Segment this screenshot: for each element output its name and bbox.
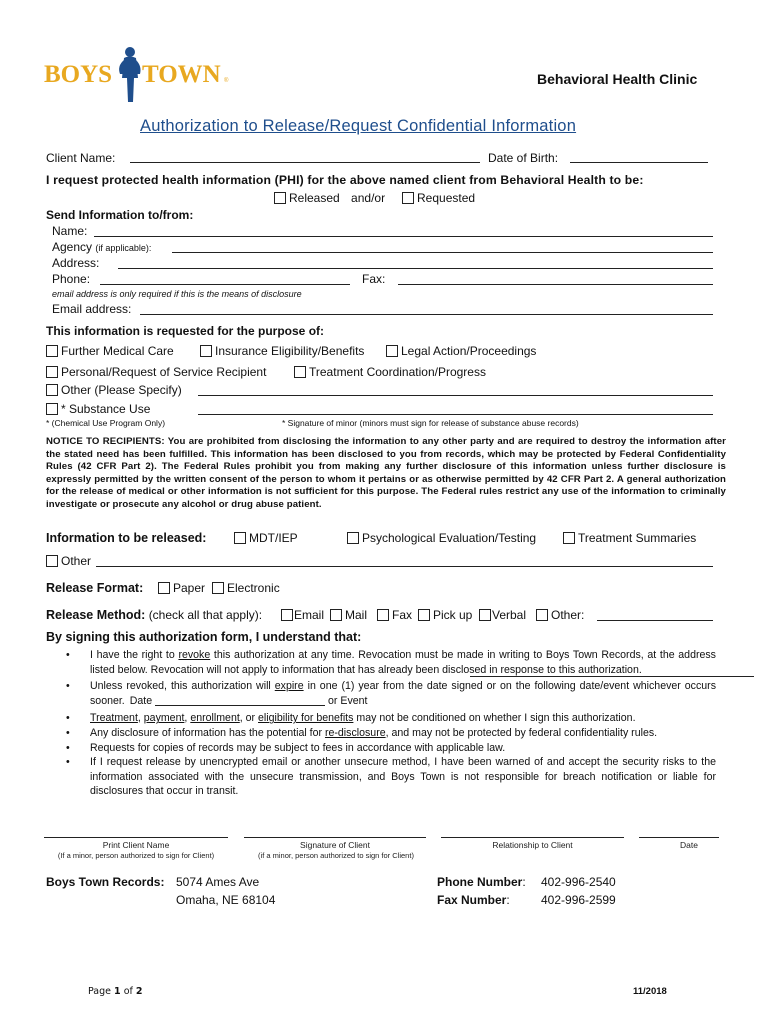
method-email-checkbox[interactable] <box>281 609 293 621</box>
records-fax-row: Fax Number: <box>437 893 510 907</box>
payment-term: payment <box>143 712 185 725</box>
understand-heading: By signing this authorization form, I understand that: <box>46 630 362 644</box>
purpose-personal[interactable] <box>46 365 266 379</box>
personal-checkbox[interactable] <box>46 366 58 378</box>
cup-note: * (Chemical Use Program Only) <box>46 418 166 428</box>
send-info-heading: Send Information to/from: <box>46 208 194 222</box>
purpose-other[interactable] <box>46 383 182 397</box>
records-phone-label: Phone Number <box>437 875 523 889</box>
method-other[interactable] <box>536 608 584 622</box>
redisclosure-term: re-disclosure <box>324 726 386 739</box>
release-format-label: Release Format: <box>46 581 144 595</box>
release-info-heading: Information to be released: <box>46 531 207 545</box>
purpose-further-medical[interactable] <box>46 344 174 358</box>
phone-field[interactable] <box>100 284 350 285</box>
release-other[interactable] <box>46 554 91 568</box>
name-field[interactable] <box>94 236 713 237</box>
psych-eval-label: Psychological Evaluation/Testing <box>362 531 537 545</box>
understand-item-fees: • Requests for copies of records may be subject to fees in accordance with applicable law. <box>66 741 506 754</box>
insurance-label: Insurance Eligibility/Benefits <box>215 344 365 358</box>
understand-item-expire: • Unless revoked, this authorization will expire in one (1) year from the date signed or on the following date/event whichever occurs sooner. Date or Event <box>66 679 716 708</box>
released-label: Released <box>289 191 340 205</box>
purpose-substance[interactable] <box>46 402 150 416</box>
release-other-field[interactable] <box>96 566 713 567</box>
method-verbal-label: Verbal <box>492 608 527 622</box>
mdt-iep-checkbox[interactable] <box>234 532 246 544</box>
expire-event-label: or Event <box>328 694 368 707</box>
email-field[interactable] <box>140 314 713 315</box>
released-checkbox[interactable] <box>274 192 286 204</box>
records-phone: 402-996-2540 <box>541 875 616 889</box>
print-name-caption: Print Client Name <box>102 840 170 850</box>
expire-date-label: Date <box>129 694 153 707</box>
electronic-label: Electronic <box>227 581 280 595</box>
release-method-hint: (check all that apply): <box>148 608 263 622</box>
name-label: Name: <box>52 224 88 238</box>
method-other-field[interactable] <box>597 620 713 621</box>
method-pickup-checkbox[interactable] <box>418 609 430 621</box>
client-name-label: Client Name: <box>46 151 116 165</box>
eligibility-term: eligibility for benefits <box>258 712 354 725</box>
expire-date-field[interactable] <box>155 695 325 706</box>
requested-label: Requested <box>417 191 476 205</box>
svg-text:BOYS: BOYS <box>44 61 113 88</box>
treatment-summaries-label: Treatment Summaries <box>578 531 697 545</box>
method-fax-label: Fax <box>392 608 413 622</box>
further-medical-label: Further Medical Care <box>61 344 174 358</box>
item-text: If I request release by unencrypted email or another unsecure method, I have been warned of and accept the security risks to the information associated with the unsecure transmission, and Boys Town is not responsible for breach notification or liable for disclosures that occur in transit. <box>90 756 716 798</box>
revoke-term: revoke <box>178 649 211 661</box>
print-name-line[interactable] <box>44 837 228 838</box>
agency-note: (if applicable): <box>95 243 152 253</box>
page-total: 2 <box>135 986 143 997</box>
print-name-note: (If a minor, person authorized to sign for Client) <box>57 851 215 860</box>
relationship-line[interactable] <box>441 837 624 838</box>
agency-field[interactable] <box>172 252 713 253</box>
enrollment-term: enrollment <box>190 712 240 725</box>
method-mail-label: Mail <box>345 608 368 622</box>
fax-field[interactable] <box>398 284 713 285</box>
logo <box>44 44 234 108</box>
release-psych-eval[interactable] <box>347 531 536 545</box>
item-text: Unless revoked, this authorization will <box>90 680 275 693</box>
item-text: , and may not be protected by federal confidentiality rules. <box>385 726 658 739</box>
legal-label: Legal Action/Proceedings <box>401 344 537 358</box>
method-pickup[interactable] <box>418 608 472 622</box>
mdt-iep-label: MDT/IEP <box>249 531 298 545</box>
svg-text:TOWN: TOWN <box>142 61 221 88</box>
method-email-label: Email <box>294 608 325 622</box>
format-paper[interactable] <box>158 581 205 595</box>
method-mail[interactable] <box>330 608 367 622</box>
format-electronic[interactable] <box>212 581 280 595</box>
release-other-label: Other <box>61 554 92 568</box>
release-mdt-iep[interactable] <box>234 531 298 545</box>
method-fax[interactable] <box>377 608 412 622</box>
item-text: , or <box>239 712 259 725</box>
purpose-treatment-coord[interactable] <box>294 365 486 379</box>
item-text: Requests for copies of records may be subject to fees in accordance with applicable law. <box>90 741 506 754</box>
understand-item-redisclosure: • Any disclosure of information has the potential for re-disclosure, and may not be protected by federal confidentiality rules. <box>66 726 658 739</box>
request-statement: I request protected health information (PHI) for the above named client from Behavioral Health to be: <box>46 173 644 187</box>
purpose-other-field[interactable] <box>198 395 713 396</box>
clinic-name: Behavioral Health Clinic <box>537 71 698 87</box>
records-phone-row: Phone Number: <box>437 875 526 889</box>
email-label: Email address: <box>52 302 132 316</box>
records-fax-label: Fax Number <box>437 893 507 907</box>
signature-caption: Signature of Client <box>300 840 370 850</box>
method-email[interactable] <box>281 608 324 622</box>
expire-term: expire <box>274 680 304 693</box>
purpose-heading: This information is requested for the purpose of: <box>46 324 325 338</box>
insurance-checkbox[interactable] <box>200 345 212 357</box>
fax-label: Fax: <box>362 272 386 286</box>
method-pickup-label: Pick up <box>433 608 473 622</box>
records-fax: 402-996-2599 <box>541 893 616 907</box>
treatment-summaries-checkbox[interactable] <box>563 532 575 544</box>
email-note: email address is only required if this is the means of disclosure <box>52 289 302 299</box>
method-mail-checkbox[interactable] <box>330 609 342 621</box>
records-address1: 5074 Ames Ave <box>176 875 260 889</box>
method-verbal-checkbox[interactable] <box>479 609 491 621</box>
item-text: , <box>184 712 191 725</box>
purpose-other-label: Other (Please Specify) <box>61 383 182 397</box>
agency-label <box>52 240 151 254</box>
electronic-checkbox[interactable] <box>212 582 224 594</box>
item-text: this authorization at any time. Revocation must be made in writing to Boys Town Records, at the address listed below. Revocation will not apply to information that has already been disclosed in response to this authorization. <box>90 649 716 676</box>
purpose-insurance[interactable] <box>200 344 364 358</box>
treatment-coord-checkbox[interactable] <box>294 366 306 378</box>
date-line[interactable] <box>639 837 719 838</box>
records-address2: Omaha, NE 68104 <box>176 893 276 907</box>
release-other-checkbox[interactable] <box>46 555 58 567</box>
substance-checkbox[interactable] <box>46 403 58 415</box>
understand-item-security: • If I request release by unencrypted email or another unsecure method, I have been warned of and accept the security risks to the information associated with the unsecure transmission, and Boys Town is not responsible for breach notification or liable for disclosures that occur in transit. <box>66 756 716 798</box>
understand-item-treatment: • Treatment, payment, enrollment, or eligibility for benefits may not be conditioned on whether I sign this authorization. <box>66 712 636 725</box>
requested-checkbox[interactable] <box>402 192 414 204</box>
minor-sig-note: * Signature of minor (minors must sign for release of substance abuse records) <box>282 418 579 428</box>
item-text: I have the right to <box>90 649 179 661</box>
released-option[interactable] <box>274 191 385 205</box>
date-caption: Date <box>680 840 698 850</box>
paper-label: Paper <box>173 581 206 595</box>
legal-checkbox[interactable] <box>386 345 398 357</box>
method-verbal[interactable] <box>479 608 526 622</box>
relationship-caption: Relationship to Client <box>492 840 573 850</box>
form-title: Authorization to Release/Request Confidential Information <box>140 117 577 135</box>
page-label: Page <box>88 986 111 997</box>
page-current: 1 <box>114 986 121 997</box>
page-of: of <box>123 986 133 997</box>
paper-checkbox[interactable] <box>158 582 170 594</box>
client-name-field[interactable] <box>130 162 480 163</box>
release-method-label: Release Method: <box>46 608 146 622</box>
method-other-checkbox[interactable] <box>536 609 548 621</box>
andor-label: and/or <box>351 191 386 205</box>
dob-label: Date of Birth: <box>488 151 559 165</box>
item-text: , <box>137 712 144 725</box>
signature-note: (if a minor, person authorized to sign for Client) <box>258 851 414 860</box>
further-medical-checkbox[interactable] <box>46 345 58 357</box>
phone-label: Phone: <box>52 272 91 286</box>
requested-option[interactable] <box>402 191 475 205</box>
address-label: Address: <box>52 256 100 270</box>
treatment-coord-label: Treatment Coordination/Progress <box>309 365 486 379</box>
substance-label: * Substance Use <box>61 402 151 416</box>
svg-text:®: ® <box>224 78 229 84</box>
item-text: in one (1) year from the date signed or on the following date/event whichever occurs sooner. <box>90 680 716 707</box>
method-fax-checkbox[interactable] <box>377 609 389 621</box>
records-label: Boys Town Records: <box>46 875 165 889</box>
understand-item-revoke: • I have the right to revoke this authorization at any time. Revocation must be made in writing to Boys Town Records, at the address listed below. Revocation will not apply to information that has already been disclosed in response to this authorization. <box>66 649 716 676</box>
psych-eval-checkbox[interactable] <box>347 532 359 544</box>
item-text: may not be conditioned on whether I sign this authorization. <box>353 712 636 725</box>
release-treatment-summaries[interactable] <box>563 531 696 545</box>
understand-list <box>66 648 716 799</box>
form-version: 11/2018 <box>633 986 667 997</box>
purpose-legal[interactable] <box>386 344 536 358</box>
expire-event-field[interactable] <box>470 666 754 677</box>
boys-town-logo-icon <box>44 44 234 108</box>
minor-signature-field[interactable] <box>198 414 713 415</box>
method-other-label: Other: <box>551 608 585 622</box>
treatment-term: Treatment <box>90 712 138 725</box>
release-method-row <box>46 608 262 622</box>
item-text: Any disclosure of information has the potential for <box>90 726 325 739</box>
agency-label-text: Agency <box>52 240 93 254</box>
dob-field[interactable] <box>570 162 708 163</box>
personal-label: Personal/Request of Service Recipient <box>61 365 267 379</box>
notice-to-recipients: NOTICE TO RECIPIENTS: You are prohibited from disclosing the information to any other party and are required to destroy the information after the stated need has been fulfilled. This information has been disclosed to you from records, which may be protected by Federal Confidentiality Rules (42 CFR Part 2). The Federal Rules prohibit you from making any further disclosure of this information unless further disclosure is expressly permitted by the written consent of the person to whom it pertains or as otherwise permitted by 42 CFR Part 2. A general authorization for the release of medical or other information is not sufficient for this purpose. The Federal rules restrict any use of the information to criminally investigate or prosecute any alcohol or drug abuse patient. <box>46 436 726 510</box>
address-field[interactable] <box>118 268 713 269</box>
purpose-other-checkbox[interactable] <box>46 384 58 396</box>
page-number <box>88 986 143 997</box>
signature-line[interactable] <box>244 837 426 838</box>
